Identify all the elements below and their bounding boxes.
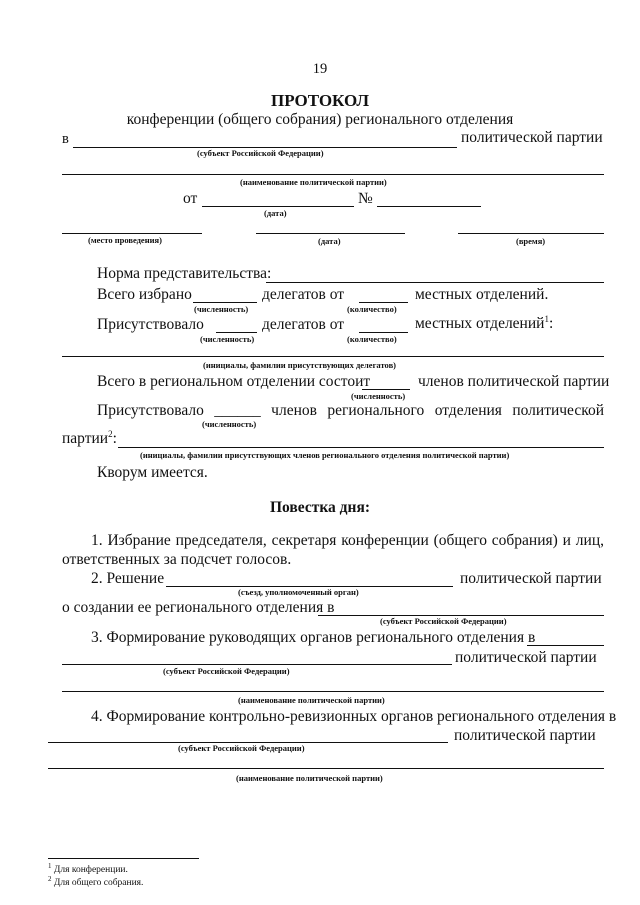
caption-chislennost-2: (численность)	[200, 334, 255, 344]
document-title: ПРОТОКОЛ	[270, 91, 369, 110]
item3-subject-tail-line[interactable]	[527, 645, 604, 646]
footnote-1: $^1$ Для конференции.	[48, 862, 128, 875]
caption-time: (время)	[516, 236, 546, 246]
party4-field-line[interactable]	[48, 768, 604, 769]
caption-subject-4: (субъект Российской Федерации)	[178, 743, 305, 753]
agenda-item-1-line-2: ответственных за подсчет голосов.	[62, 551, 292, 568]
number-field-line[interactable]	[377, 206, 481, 207]
agenda-item-4-party: политической партии	[454, 727, 596, 744]
footnote-ref-2: 2	[108, 429, 113, 439]
label-prisutstvovalo-members: Присутствовало ______ членов регионального отделения политической	[97, 402, 604, 419]
label-ot: от	[183, 190, 198, 207]
caption-delegates: (инициалы, фамилии присутствующих делегатов)	[203, 360, 396, 370]
norma-field-line[interactable]	[266, 282, 604, 283]
agenda-item-3-party: политической партии	[455, 649, 597, 666]
date-field-line[interactable]	[202, 206, 354, 207]
label-prisutstvovalo: Присутствовало	[97, 316, 204, 333]
caption-date2: (дата)	[318, 236, 341, 246]
party-name-field-line[interactable]	[62, 174, 604, 175]
label-number-sign: №	[358, 190, 373, 207]
label-mestnyh-otdeleniy-2: местных отделений$^1$:	[415, 314, 554, 332]
agenda-item-2-party: политической партии	[460, 570, 602, 587]
page-number: 19	[312, 61, 328, 77]
members-names-field-line[interactable]	[118, 447, 604, 448]
caption-chislennost-3: (численность)	[351, 391, 406, 401]
label-mestnyh-otdeleniy: местных отделений.	[415, 286, 549, 303]
caption-chislennost-4: (численность)	[202, 419, 257, 429]
label-v: в	[62, 131, 69, 147]
place-field-line[interactable]	[62, 233, 202, 234]
present-branches-field-line[interactable]	[359, 332, 408, 333]
agenda-item-4-line-1: 4. Формирование контрольно-ревизионных органов регионального отделения в	[91, 708, 617, 725]
agenda-item-2-label: 2. Решение	[91, 570, 165, 587]
caption-place: (место проведения)	[88, 235, 162, 245]
time-field-line[interactable]	[458, 233, 604, 234]
caption-subject-3: (субъект Российской Федерации)	[163, 666, 290, 676]
caption-date: (дата)	[264, 208, 287, 218]
label-partii: партии$^2$:	[62, 429, 117, 447]
label-delegatov-ot: делегатов от	[262, 286, 345, 303]
footnote-ref-1: 1	[544, 314, 549, 324]
caption-party-3: (наименование политической партии)	[238, 695, 385, 705]
label-delegatov-ot-2: делегатов от	[262, 316, 345, 333]
footnote-separator	[48, 858, 199, 859]
label-vsego-v-reg: Всего в региональном отделении состоит	[97, 373, 371, 390]
present-count-field-line[interactable]	[216, 332, 257, 333]
date2-field-line[interactable]	[256, 233, 405, 234]
caption-subject-2: (субъект Российской Федерации)	[380, 616, 507, 626]
caption-subject: (субъект Российской Федерации)	[197, 148, 324, 158]
caption-kolichestvo-2: (количество)	[347, 334, 397, 344]
subject3-field-line[interactable]	[62, 664, 452, 665]
caption-kolichestvo: (количество)	[347, 304, 397, 314]
quorum-text: Кворум имеется.	[97, 464, 208, 481]
agenda-item-1-line-1: 1. Избрание председателя, секретаря конференции (общего собрания) и лиц,	[91, 532, 604, 549]
caption-members: (инициалы, фамилии присутствующих членов регионального отделения политической партии)	[140, 450, 510, 460]
party3-field-line[interactable]	[62, 691, 604, 692]
members-count-field-line[interactable]	[362, 389, 410, 390]
delegates-names-field-line[interactable]	[62, 356, 604, 357]
elected-count-field-line[interactable]	[193, 302, 257, 303]
label-party-suffix: политической партии	[461, 129, 603, 146]
caption-congress: (съезд, уполномоченный орган)	[238, 587, 359, 597]
agenda-item-2-line-2: о создании ее регионального отделения в	[62, 599, 335, 616]
caption-party-name: (наименование политической партии)	[240, 177, 387, 187]
agenda-item-3-line-1: 3. Формирование руководящих органов регионального отделения в	[91, 629, 536, 646]
elected-branches-field-line[interactable]	[359, 302, 408, 303]
footnote-2: $^2$ Для общего собрания.	[48, 875, 144, 888]
label-vsego-izbrano: Всего избрано	[97, 286, 192, 303]
agenda-heading: Повестка дня:	[270, 499, 370, 516]
caption-party-4: (наименование политической партии)	[236, 773, 383, 783]
document-subtitle: конференции (общего собрания) регионального отделения	[126, 111, 514, 128]
label-norma: Норма представительства:	[97, 265, 272, 282]
label-chlenov-partii: членов политической партии	[418, 373, 610, 390]
caption-chislennost: (численность)	[194, 304, 249, 314]
